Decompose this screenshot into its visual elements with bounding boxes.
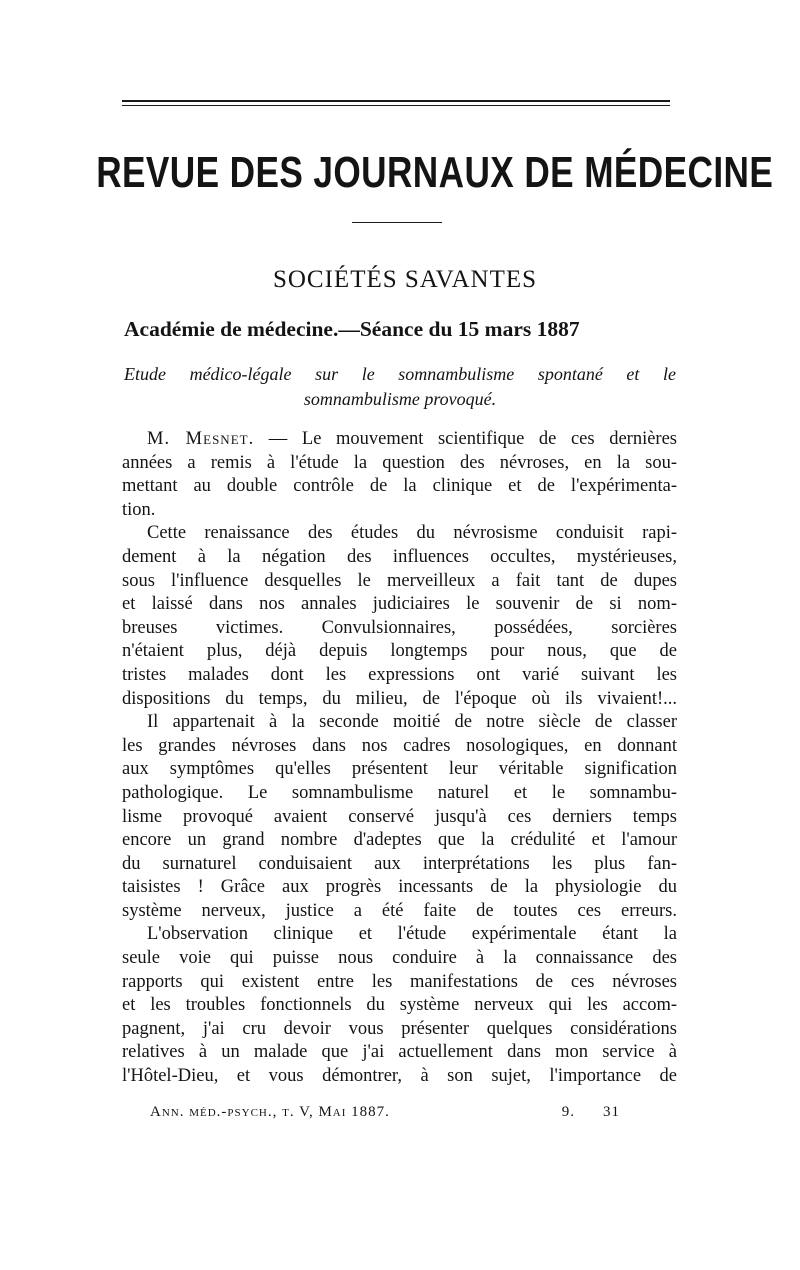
body-line: et les troubles fonctionnels du système nerveux qui les accom- [122, 995, 677, 1016]
body-line: L'observation clinique et l'étude expérimentale étant la [147, 924, 677, 945]
page-signature [562, 1104, 620, 1121]
body-line: encore un grand nombre d'adeptes que la crédulité et l'amour [122, 830, 677, 851]
body-line: seule voie qui puisse nous conduire à la connaissance des [122, 948, 677, 969]
body-line: et laissé dans nos annales judiciaires le souvenir de si nom- [122, 594, 677, 615]
masthead-divider [352, 222, 442, 223]
body-line: dispositions du temps, du milieu, de l'époque où ils vivaient!... [122, 688, 677, 709]
body-line: aux symptômes qu'elles présentent leur véritable signification [122, 759, 677, 780]
top-rule [122, 100, 670, 102]
subtitle-line-2: somnambulisme provoqué. [303, 389, 497, 409]
author-name: M. Mesnet. [147, 429, 255, 449]
article-subtitle [124, 362, 676, 412]
body-line: mettant au double contrôle de la clinique et de l'expérimenta- [122, 476, 677, 497]
body-line: l'Hôtel-Dieu, et vous démontrer, à son sujet, l'importance de [122, 1066, 677, 1087]
body-line: n'étaient plus, déjà depuis longtemps pour nous, que de [122, 641, 677, 662]
body-line: système nerveux, justice a été faite de toutes ces erreurs. [122, 900, 677, 921]
masthead-title: REVUE DES JOURNAUX DE MÉDECINE [96, 148, 774, 197]
body-line: dement à la négation des influences occultes, mystérieuses, [122, 546, 677, 567]
journal-citation: Ann. méd.-psych., t. V, Mai 1887. [150, 1104, 390, 1120]
body-line: lisme provoqué avaient conservé jusqu'à ces derniers temps [122, 806, 677, 827]
page-footer [150, 1104, 620, 1121]
article-body [122, 428, 677, 1089]
body-line: rapports qui existent entre les manifestations de ces névroses [122, 971, 677, 992]
body-line: relatives à un malade que j'ai actuellement dans mon service à [122, 1042, 677, 1063]
top-rule-thin [122, 105, 670, 106]
body-line: pathologique. Le somnambulisme naturel et le somnambu- [122, 782, 677, 803]
section-title: SOCIÉTÉS SAVANTES [272, 266, 538, 293]
body-line: breuses victimes. Convulsionnaires, possédées, sorcières [122, 617, 677, 638]
page-number: 31 [603, 1104, 620, 1120]
body-line: sous l'influence desquelles le merveilleux a fait tant de dupes [122, 570, 677, 591]
body-line: Il appartenait à la seconde moitié de notre siècle de classer [147, 712, 677, 733]
subtitle-line-1: Etude médico-légale sur le somnambulisme spontané et le [124, 364, 676, 384]
body-line: Cette renaissance des études du névrosisme conduisit rapi- [147, 523, 677, 544]
body-line: tion. [122, 499, 156, 520]
body-line: tristes malades dont les expressions ont varié suivant les [122, 664, 677, 685]
sheet-number: 9. [561, 1104, 575, 1120]
body-line: taisistes ! Grâce aux progrès incessants de la physiologie du [122, 877, 677, 898]
body-line: M. Mesnet. — Le mouvement scientifique de ces dernières [147, 429, 677, 449]
body-line: années a remis à l'étude la question des névroses, en la sou- [122, 452, 677, 473]
body-line: pagnent, j'ai cru devoir vous présenter quelques considérations [122, 1018, 677, 1039]
session-heading: Académie de médecine.—Séance du 15 mars 1887 [124, 317, 580, 341]
body-line: du surnaturel conduisaient aux interprétations les plus fan- [122, 853, 677, 874]
body-line: les grandes névroses dans nos cadres nosologiques, en donnant [122, 735, 677, 756]
